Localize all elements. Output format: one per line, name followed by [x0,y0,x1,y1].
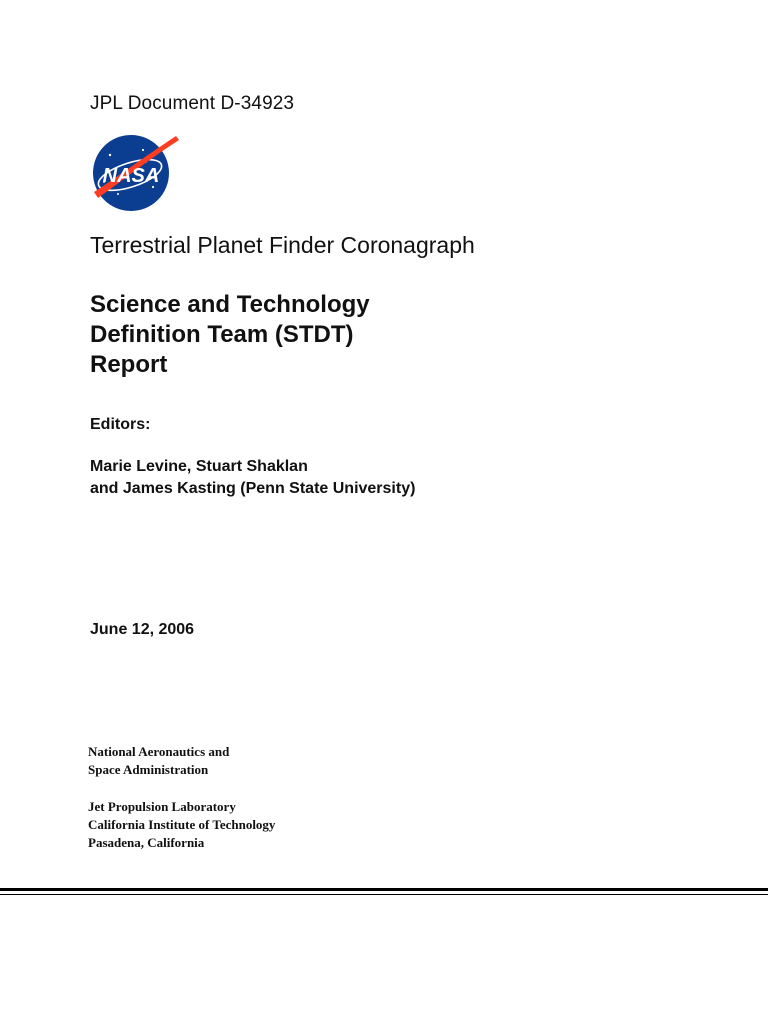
nasa-logo-icon [86,132,182,214]
editors-line-1: Marie Levine, Stuart Shaklan [90,458,308,475]
jpl-org-line-2: California Institute of Technology [88,817,276,832]
document-subtitle [90,290,370,380]
editors-list [90,456,415,500]
nasa-logo-text: NASA [102,165,160,187]
nasa-organization-block [88,743,229,779]
nasa-org-line-1: National Aeronautics and [88,744,230,759]
document-date: June 12, 2006 [90,621,195,638]
subtitle-line-1: Science and Technology [90,291,370,318]
editors-label: Editors: [90,416,151,433]
subtitle-line-2: Definition Team (STDT) [90,321,354,348]
footer-rule-thick [0,888,768,891]
document-id: JPL Document D-34923 [90,93,295,114]
editors-line-2: and James Kasting (Penn State University) [90,480,416,497]
jpl-org-line-1: Jet Propulsion Laboratory [88,799,236,814]
document-title: Terrestrial Planet Finder Coronagraph [90,232,475,258]
subtitle-line-3: Report [90,351,168,378]
nasa-org-line-2: Space Administration [88,762,209,777]
footer-rule-thin [0,894,768,895]
jpl-org-line-3: Pasadena, California [88,835,205,850]
jpl-organization-block [88,798,275,852]
